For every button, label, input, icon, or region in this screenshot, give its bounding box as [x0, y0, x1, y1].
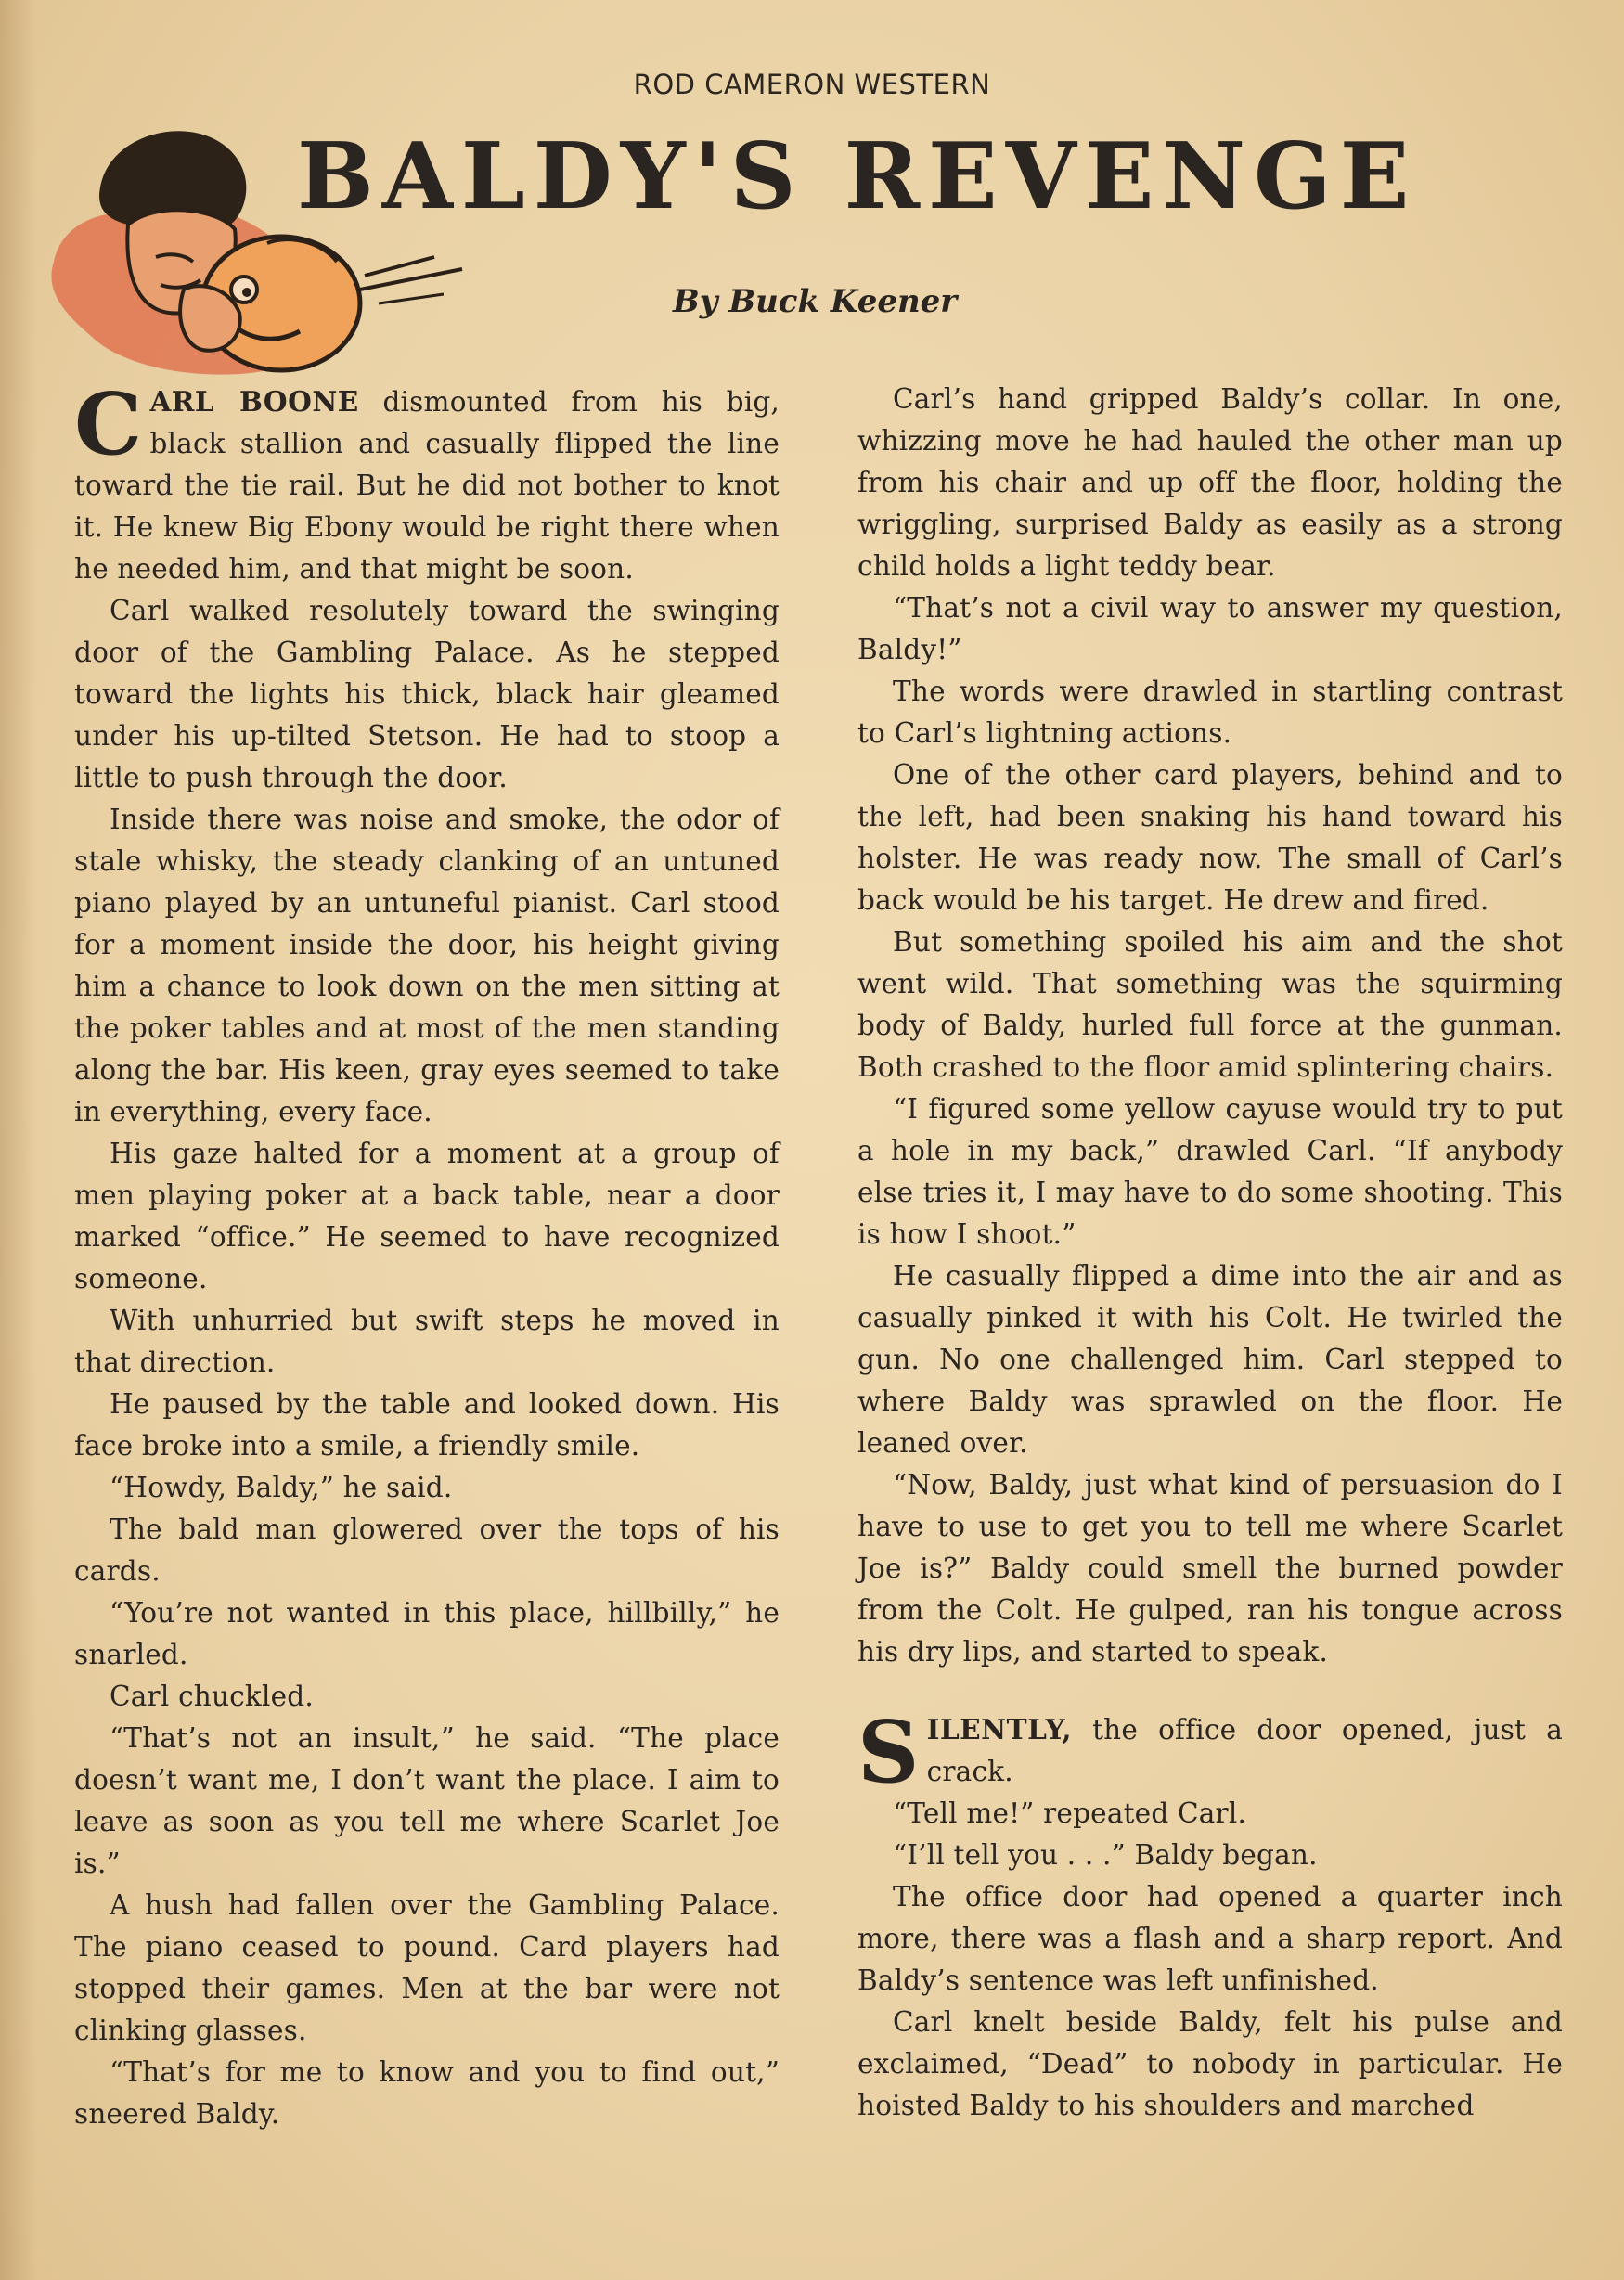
lead-in: ILENTLY, [926, 1713, 1072, 1745]
paragraph: “I’ll tell you . . .” Baldy began. [893, 1839, 1318, 1871]
page-edge-shading [0, 0, 37, 2280]
paragraph: A hush had fallen over the Gambling Palace. The piano ceased to pound. Card players had stopped their games. Men at the bar were not clinking glasses. [74, 1889, 780, 2046]
section-two-text: the office door opened, just a crack. [926, 1714, 1563, 1787]
paragraph: He casually flipped a dime into the air and as casually pinked it with his Colt. He twirled the gun. No one challenged him. Carl stepped to where Baldy was sprawled on the floor. He leaned over. [857, 1260, 1563, 1459]
paragraph: “That’s not an insult,” he said. “The place doesn’t want me, I don’t want the place. I aim to leave as soon as you tell me where Scarlet Joe is.” [74, 1722, 780, 1879]
paragraph: Carl walked resolutely toward the swinging door of the Gambling Palace. As he stepped toward the lights his thick, black hair gleamed under his up-tilted Stetson. He had to stoop a little to push through the door. [74, 595, 780, 793]
paragraph: “That’s for me to know and you to find out,” sneered Baldy. [74, 2056, 780, 2130]
paragraph: “Now, Baldy, just what kind of persuasion do I have to use to get you to tell me where Scarlet Joe is?” Baldy could smell the burned powder from the Colt. He gulped, ran his tongue across his dry lips, and started to speak. [857, 1469, 1563, 1668]
drop-cap: S [857, 1702, 920, 1802]
paragraph: The words were drawled in startling contrast to Carl’s lightning actions. [857, 676, 1563, 749]
paragraph: One of the other card players, behind and to the left, had been snaking his hand toward his holster. He was ready now. The small of Carl’s back would be his target. He drew and fired. [857, 759, 1563, 916]
story-title: BALDY'S REVENGE [297, 123, 1418, 230]
paragraph: “I figured some yellow cayuse would try to put a hole in my back,” drawled Carl. “If anybody else tries it, I may have to do some shooting. This is how I shoot.” [857, 1093, 1563, 1250]
paragraph: “You’re not wanted in this place, hillbilly,” he snarled. [74, 1597, 780, 1670]
right-column [857, 379, 1563, 2127]
paragraph: But something spoiled his aim and the shot went wild. That something was the squirming body of Baldy, hurled full force at the gunman. Both crashed to the floor amid splintering chairs. [857, 926, 1563, 1083]
paragraph: “That’s not a civil way to answer my question, Baldy!” [857, 592, 1563, 665]
paragraph: His gaze halted for a moment at a group of men playing poker at a back table, near a door marked “office.” He seemed to have recognized someone. [74, 1138, 780, 1295]
paragraph: The office door had opened a quarter inch more, there was a flash and a sharp report. And Baldy’s sentence was left unfinished. [857, 1881, 1563, 1996]
left-column [74, 374, 780, 2135]
paragraph: With unhurried but swift steps he moved in that direction. [74, 1305, 780, 1378]
paragraph: Inside there was noise and smoke, the odor of stale whisky, the steady clanking of an untuned piano played by an untuneful pianist. Carl stood for a moment inside the door, his height giving him a chance to look down on the men sitting at the poker tables and at most of the men standing along the bar. His keen, gray eyes seemed to take in everything, every face. [74, 804, 780, 1127]
paragraph: Carl’s hand gripped Baldy’s collar. In one, whizzing move he had hauled the other man up from his chair and up off the floor, holding the wriggling, surprised Baldy as easily as a strong child holds a light teddy bear. [857, 383, 1563, 582]
paragraph: The bald man glowered over the tops of his cards. [74, 1514, 780, 1587]
paragraph: Carl chuckled. [110, 1681, 314, 1712]
lead-in: ARL BOONE [149, 385, 359, 418]
opening-paragraph [74, 374, 780, 590]
story-byline: By Buck Keener [673, 283, 958, 320]
section-two-opening [857, 1702, 1563, 1802]
paragraph: He paused by the table and looked down. His face broke into a smile, a friendly smile. [74, 1388, 780, 1462]
opening-text: dismounted from his big, black stallion and casually flipped the line toward the tie rail. But he did not bother to knot it. He knew Big Ebony would be right there when he needed him, and that might be soon. [74, 386, 780, 585]
section-break [857, 1673, 1563, 1708]
paragraph: “Tell me!” repeated Carl. [893, 1797, 1247, 1829]
drop-cap: C [74, 374, 143, 474]
running-head: ROD CAMERON WESTERN [633, 69, 991, 100]
paragraph: “Howdy, Baldy,” he said. [110, 1472, 453, 1503]
paragraph: Carl knelt beside Baldy, felt his pulse and exclaimed, “Dead” to nobody in particular. He hoisted Baldy to his shoulders and marched [857, 2006, 1563, 2121]
